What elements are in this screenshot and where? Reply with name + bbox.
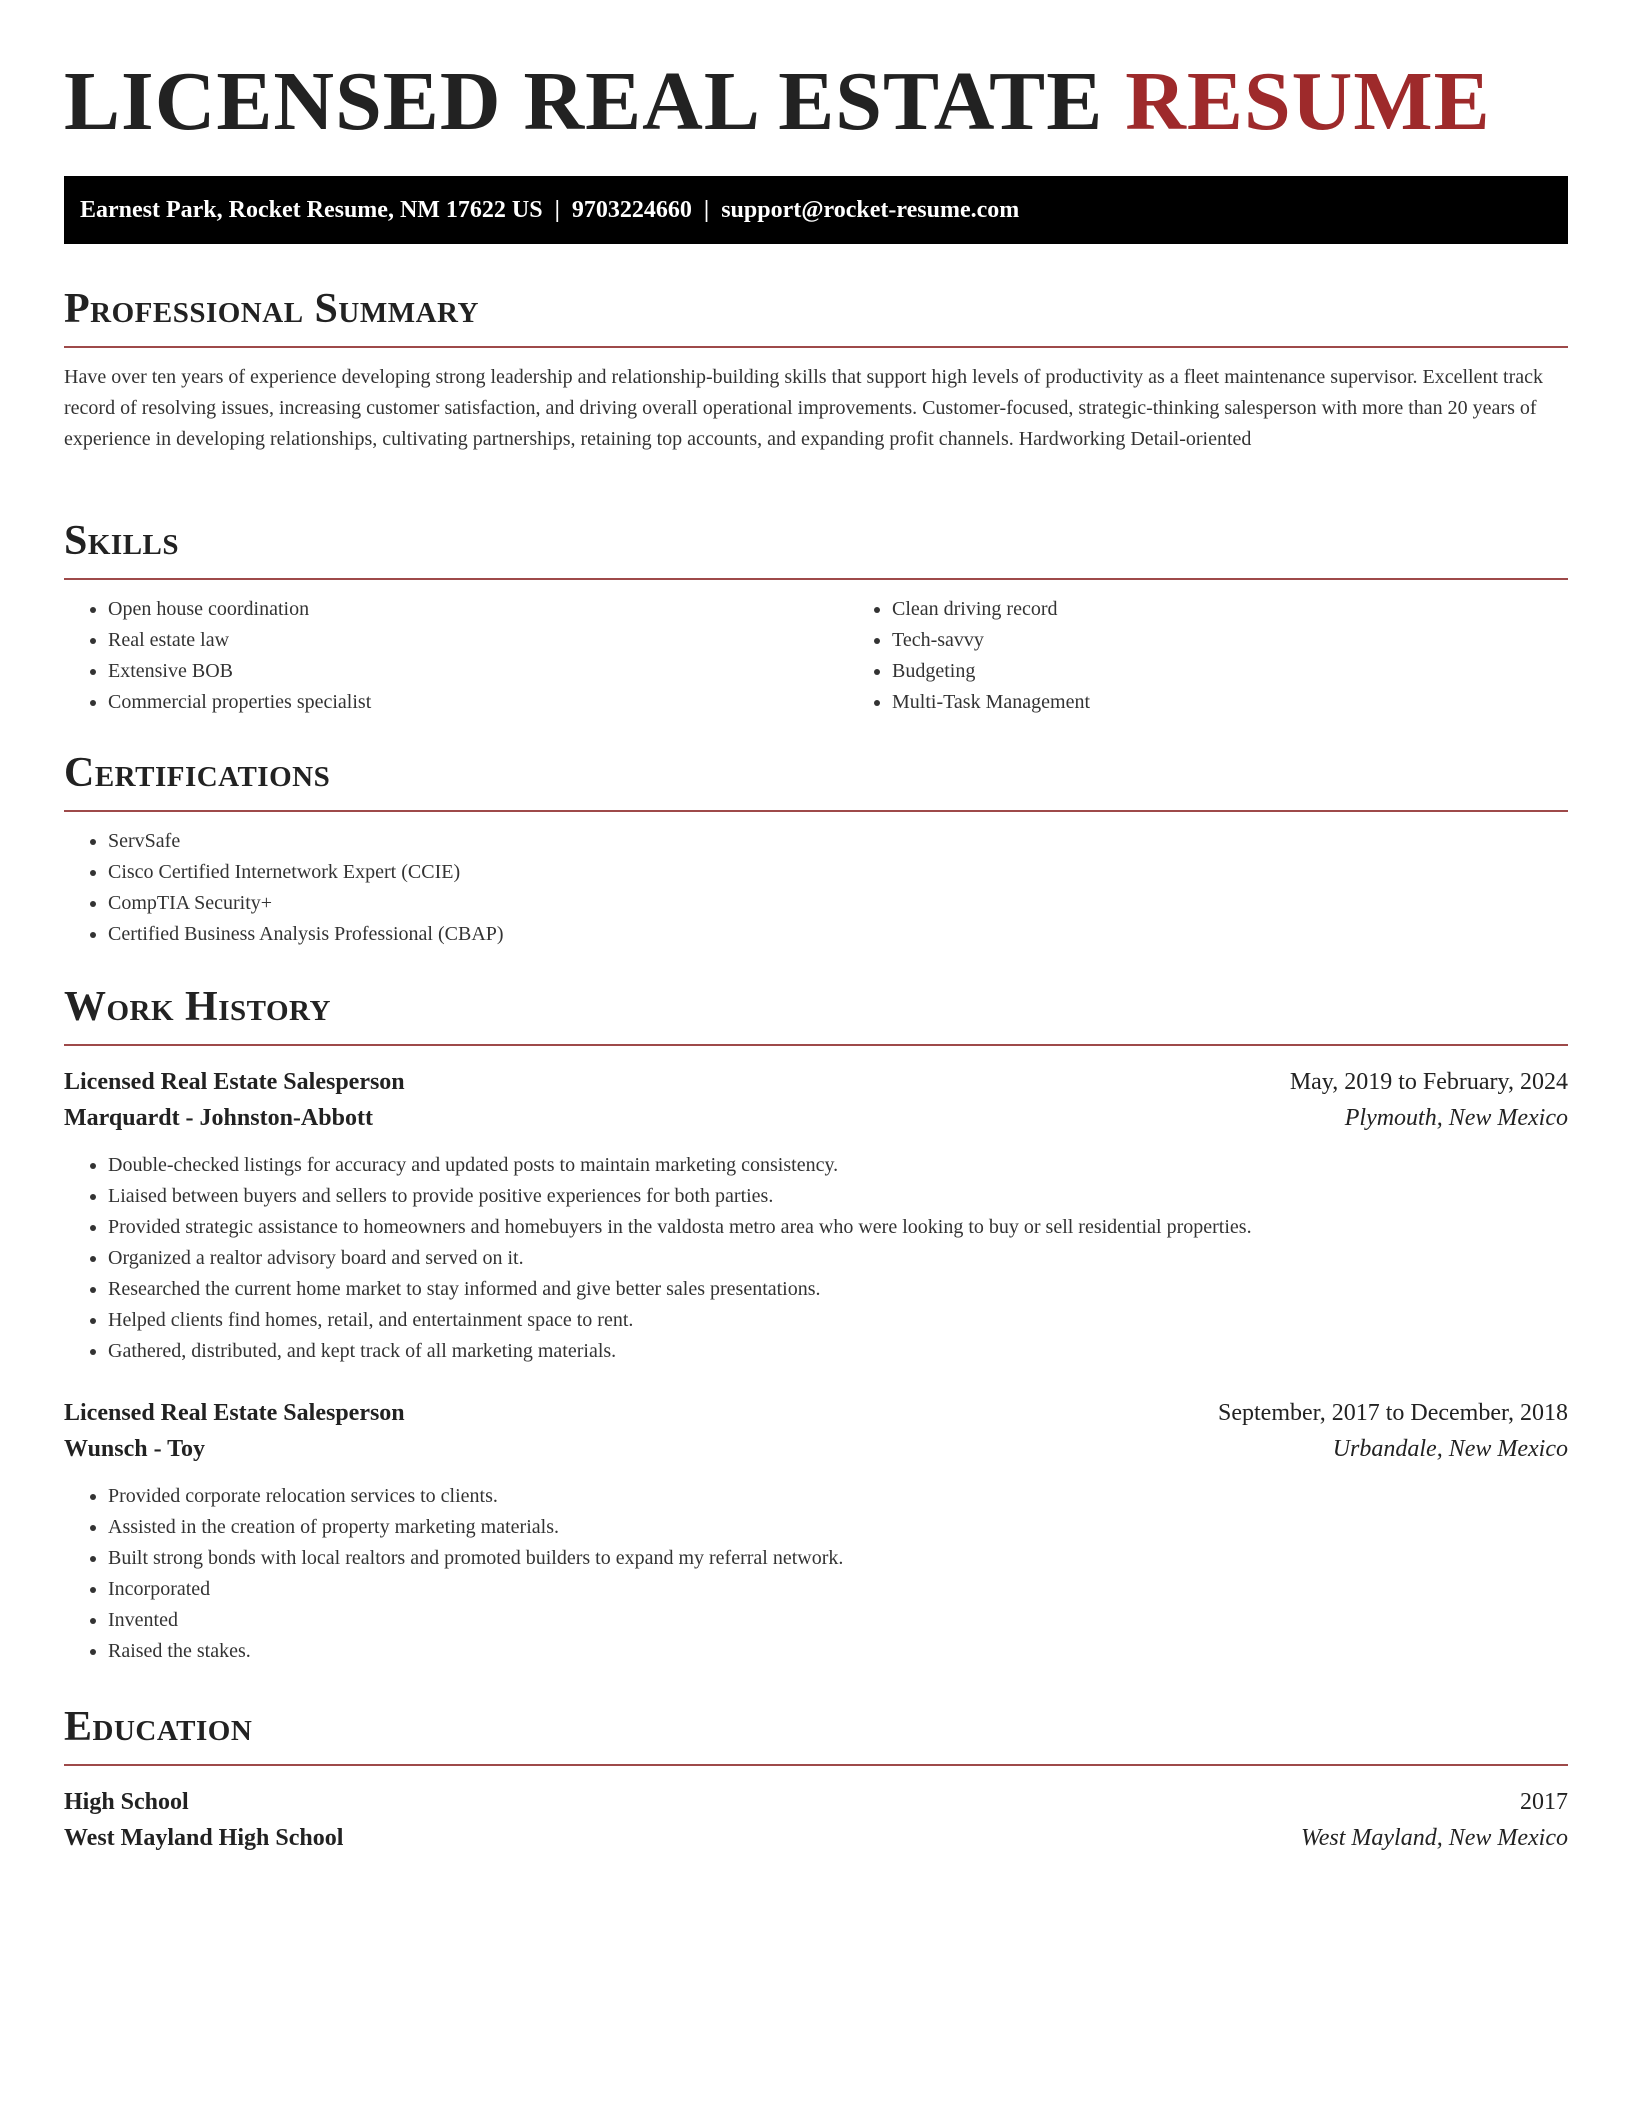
job-dates: September, 2017 to December, 2018 [1218,1400,1568,1426]
job-title-row [64,1395,1568,1431]
section-divider [64,1044,1568,1046]
education-school: West Mayland High School [64,1825,344,1851]
certification-item: • Cisco Certified Internetwork Expert (CCIE) [108,857,1568,888]
job-duties-list [64,1481,1568,1667]
certification-item: • CompTIA Security+ [108,888,1568,919]
skill-item: • Open house coordination [108,594,848,625]
certifications-heading: Certifications [64,750,331,796]
contact-separator: | [703,197,710,223]
section-divider [64,346,1568,348]
resume-title [64,52,1491,152]
job-duty: • Provided strategic assistance to homeowners and homebuyers in the valdosta metro area who were looking to buy or sell residential properties. [108,1212,1568,1243]
skills-list-right [848,594,1632,718]
section-divider [64,810,1568,812]
skill-item: • Budgeting [892,656,1632,687]
contact-separator: | [554,197,560,223]
summary-heading: Professional Summary [64,286,479,332]
job-location: Urbandale, New Mexico [1332,1436,1568,1462]
job-duty: • Raised the stakes. [108,1636,1568,1667]
skills-section [64,516,1568,718]
skills-heading: Skills [64,518,180,564]
education-section [64,1702,1568,1856]
job-duty: • Invented [108,1605,1568,1636]
title-accent: RESUME [1125,55,1491,148]
job-duty: • Built strong bonds with local realtors and promoted builders to expand my referral network. [108,1543,1568,1574]
skill-item: • Extensive BOB [108,656,848,687]
job-entry [64,1395,1568,1667]
job-entry [64,1064,1568,1367]
summary-text: Have over ten years of experience developing strong leadership and relationship-building skills that support high levels of productivity as a fleet maintenance supervisor. Excellent track record of resolving issues, increasing customer satisfaction, and driving overall operational improvements. Customer-focused, strategic-thinking salesperson with more than 20 years of experience in developing relationships, cultivating partnerships, retaining top accounts, and expanding profit channels. Hardworking Detail-oriented [64,366,1543,450]
education-heading: Education [64,1704,253,1750]
work-history-heading: Work History [64,984,331,1030]
job-duty: • Organized a realtor advisory board and served on it. [108,1243,1568,1274]
contact-address: Earnest Park, Rocket Resume, NM 17622 US [80,197,543,223]
education-entry [64,1784,1568,1856]
contact-bar [64,176,1568,244]
job-company-row [64,1100,1568,1136]
job-company-row [64,1431,1568,1467]
job-duty: • Incorporated [108,1574,1568,1605]
contact-phone: 9703224660 [571,197,692,223]
certification-item: • ServSafe [108,826,1568,857]
education-school-row [64,1820,1568,1856]
certification-item: • Certified Business Analysis Professional (CBAP) [108,919,1568,950]
job-duty: • Gathered, distributed, and kept track of all marketing materials. [108,1336,1568,1367]
job-title: Licensed Real Estate Salesperson [64,1400,405,1426]
skill-item: • Clean driving record [892,594,1632,625]
skill-item: • Real estate law [108,625,848,656]
job-company: Wunsch - Toy [64,1436,205,1462]
skill-item: • Tech-savvy [892,625,1632,656]
job-duty: • Liaised between buyers and sellers to provide positive experiences for both parties. [108,1181,1568,1212]
skill-item: • Multi-Task Management [892,687,1632,718]
job-dates: May, 2019 to February, 2024 [1289,1069,1568,1095]
job-duty: • Provided corporate relocation services to clients. [108,1481,1568,1512]
education-degree-row [64,1784,1568,1820]
title-main: LICENSED REAL ESTATE [64,55,1126,148]
section-divider [64,1764,1568,1766]
education-location: West Mayland, New Mexico [1300,1825,1568,1851]
job-duty: • Assisted in the creation of property marketing materials. [108,1512,1568,1543]
skill-item: • Commercial properties specialist [108,687,848,718]
certifications-list [64,826,1568,950]
summary-section [64,284,1568,455]
skills-list-left [64,594,848,718]
job-duty: • Double-checked listings for accuracy and updated posts to maintain marketing consistency. [108,1150,1568,1181]
job-title: Licensed Real Estate Salesperson [64,1069,405,1095]
job-duty: • Helped clients find homes, retail, and entertainment space to rent. [108,1305,1568,1336]
contact-email[interactable]: support@rocket-resume.com [721,197,1020,223]
job-title-row [64,1064,1568,1100]
work-history-section [64,982,1568,1667]
job-duties-list [64,1150,1568,1367]
education-degree: High School [64,1789,189,1815]
skills-columns [64,580,1568,718]
job-company: Marquardt - Johnston-Abbott [64,1105,373,1131]
education-year: 2017 [1520,1789,1568,1815]
certifications-section [64,748,1568,950]
job-location: Plymouth, New Mexico [1344,1105,1568,1131]
job-duty: • Researched the current home market to stay informed and give better sales presentations. [108,1274,1568,1305]
